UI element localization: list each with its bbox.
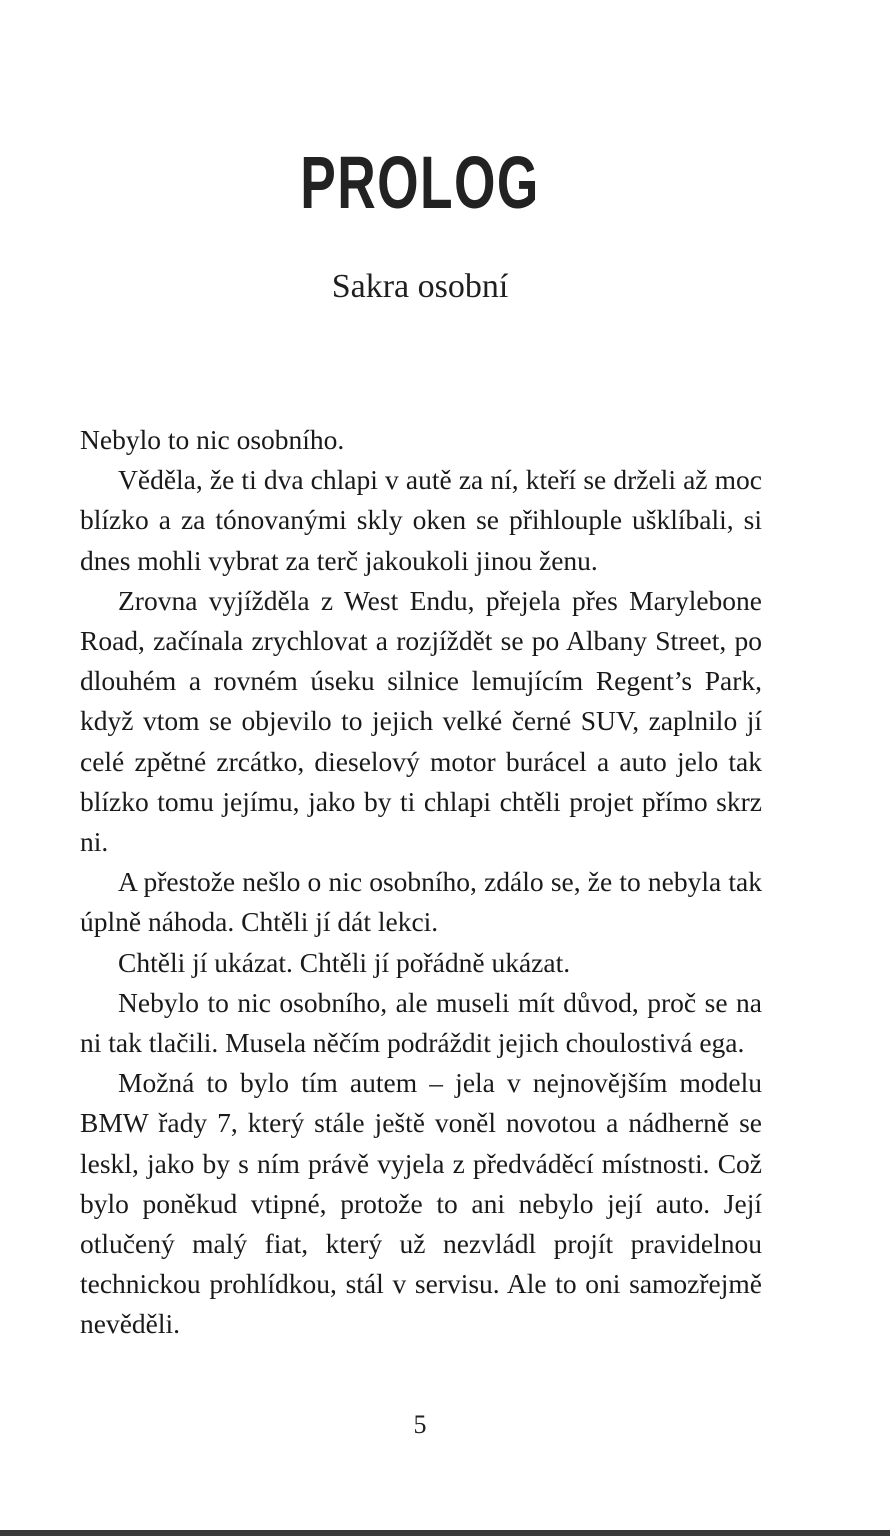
paragraph: Nebylo to nic osobního.: [80, 424, 345, 455]
page-bottom-edge: [0, 1530, 890, 1536]
paragraph: Možná to bylo tím autem – jela v nejnovějším modelu BMW řady 7, který stále ještě voněl novotou a nádherně se leskl, jako by s ním právě vyjela z předváděcí místnosti. Což bylo poněkud vtipné, protože to ani nebylo její auto. Její otlučený malý fiat, který už nezvládl projít pravidelnou technickou prohlídkou, stál v servisu. Ale to oni samozřejmě nevěděli.: [80, 1067, 762, 1340]
body-text: [80, 420, 762, 1345]
paragraph: A přestože nešlo o nic osobního, zdálo se, že to nebyla tak úplně náhoda. Chtěli jí dát lekci.: [80, 866, 762, 938]
paragraph: Chtěli jí ukázat. Chtěli jí pořádně ukázat.: [118, 946, 571, 978]
paragraph: Zrovna vyjížděla z West Endu, přejela přes Marylebone Road, začínala zrychlovat a rozjíždět se po Albany Street, po dlouhém a rovném úseku silnice lemujícím Regent’s Park, když vtom se objevilo to jejich velké černé SUV, zaplnilo jí celé zpětné zrcátko, dieselový motor burácel a auto jelo tak blízko tomu jejímu, jako by ti chlapi chtěli projet přímo skrz ni.: [80, 584, 762, 858]
chapter-title: PROLOG: [300, 141, 540, 224]
paragraph: Věděla, že ti dva chlapi v autě za ní, kteří se drželi až moc blízko a za tónovanými skly oken se přihlouple ušklíbali, si dnes mohli vybrat za terč jakoukoli jinou ženu.: [80, 464, 762, 576]
paragraph: Nebylo to nic osobního, ale museli mít důvod, proč se na ni tak tlačili. Musela něčím podráždit jejich choulostivá ega.: [80, 986, 762, 1059]
chapter-subtitle: Sakra osobní: [331, 268, 509, 305]
page-number: 5: [413, 1410, 427, 1439]
